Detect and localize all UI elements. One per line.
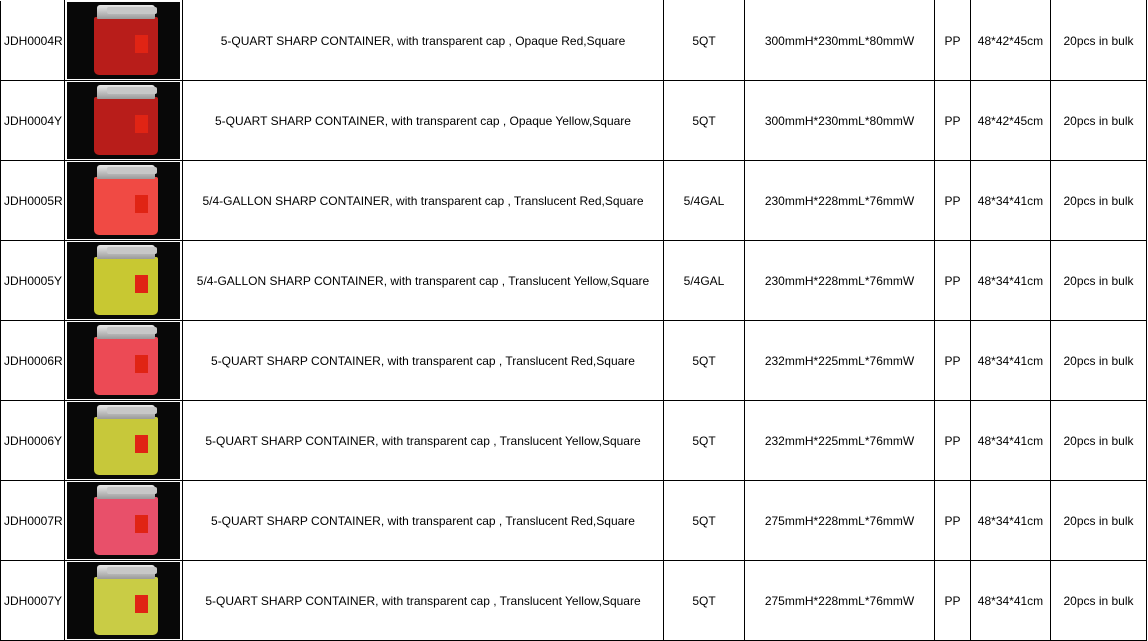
product-description: 5-QUART SHARP CONTAINER, with transparent cap , Translucent Yellow,Square (183, 401, 664, 481)
product-photo-cell (65, 561, 183, 641)
carton-size: 48*34*41cm (971, 321, 1051, 401)
biohazard-label-icon (135, 355, 148, 373)
product-description: 5-QUART SHARP CONTAINER, with transparent cap , Opaque Yellow,Square (183, 81, 664, 161)
red-sharps-container-photo (91, 325, 163, 397)
biohazard-label-icon (135, 195, 148, 213)
product-dimensions: 230mmH*228mmL*76mmW (745, 161, 935, 241)
product-description: 5-QUART SHARP CONTAINER, with transparent cap , Opaque Red,Square (183, 1, 664, 81)
packing-info: 20pcs in bulk (1051, 1, 1147, 81)
container-body (94, 497, 158, 555)
product-capacity: 5QT (664, 81, 745, 161)
yellow-sharps-container-photo (91, 245, 163, 317)
product-material: PP (935, 241, 971, 321)
table-row (1, 481, 1147, 561)
table-row (1, 241, 1147, 321)
product-photo-cell (65, 1, 183, 81)
container-cap (97, 565, 155, 579)
product-capacity: 5/4GAL (664, 161, 745, 241)
red-sharps-container-photo (91, 165, 163, 237)
container-body (94, 417, 158, 475)
product-photo-cell (65, 161, 183, 241)
product-dimensions: 300mmH*230mmL*80mmW (745, 1, 935, 81)
biohazard-label-icon (135, 35, 148, 53)
biohazard-label-icon (135, 595, 148, 613)
product-description: 5-QUART SHARP CONTAINER, with transparent cap , Translucent Red,Square (183, 481, 664, 561)
biohazard-label-icon (135, 515, 148, 533)
product-dimensions: 300mmH*230mmL*80mmW (745, 81, 935, 161)
product-description: 5/4-GALLON SHARP CONTAINER, with transparent cap , Translucent Red,Square (183, 161, 664, 241)
carton-size: 48*34*41cm (971, 561, 1051, 641)
product-photo-cell (65, 81, 183, 161)
packing-info: 20pcs in bulk (1051, 81, 1147, 161)
product-material: PP (935, 401, 971, 481)
yellow-sharps-container-photo (91, 565, 163, 637)
product-code: JDH0007Y (1, 561, 65, 641)
product-material: PP (935, 161, 971, 241)
product-capacity: 5QT (664, 481, 745, 561)
carton-size: 48*34*41cm (971, 401, 1051, 481)
biohazard-label-icon (135, 275, 148, 293)
product-dimensions: 275mmH*228mmL*76mmW (745, 561, 935, 641)
container-body (94, 17, 158, 75)
container-cap (97, 485, 155, 499)
carton-size: 48*34*41cm (971, 241, 1051, 321)
product-code: JDH0005Y (1, 241, 65, 321)
packing-info: 20pcs in bulk (1051, 401, 1147, 481)
red-sharps-container-photo (91, 85, 163, 157)
container-cap (97, 245, 155, 259)
product-code: JDH0006R (1, 321, 65, 401)
packing-info: 20pcs in bulk (1051, 321, 1147, 401)
packing-info: 20pcs in bulk (1051, 161, 1147, 241)
carton-size: 48*34*41cm (971, 481, 1051, 561)
table-row (1, 561, 1147, 641)
product-rows (1, 1, 1147, 641)
product-material: PP (935, 321, 971, 401)
container-cap (97, 5, 155, 19)
product-photo-cell (65, 481, 183, 561)
product-code: JDH0005R (1, 161, 65, 241)
product-capacity: 5/4GAL (664, 241, 745, 321)
product-description: 5/4-GALLON SHARP CONTAINER, with transparent cap , Translucent Yellow,Square (183, 241, 664, 321)
product-description: 5-QUART SHARP CONTAINER, with transparent cap , Translucent Red,Square (183, 321, 664, 401)
carton-size: 48*42*45cm (971, 81, 1051, 161)
product-code: JDH0004R (1, 1, 65, 81)
container-cap (97, 165, 155, 179)
product-capacity: 5QT (664, 561, 745, 641)
product-capacity: 5QT (664, 321, 745, 401)
biohazard-label-icon (135, 115, 148, 133)
carton-size: 48*42*45cm (971, 1, 1051, 81)
container-cap (97, 325, 155, 339)
product-description: 5-QUART SHARP CONTAINER, with transparent cap , Translucent Yellow,Square (183, 561, 664, 641)
product-code: JDH0004Y (1, 81, 65, 161)
container-body (94, 257, 158, 315)
product-dimensions: 230mmH*228mmL*76mmW (745, 241, 935, 321)
product-code: JDH0007R (1, 481, 65, 561)
container-cap (97, 85, 155, 99)
product-dimensions: 232mmH*225mmL*76mmW (745, 401, 935, 481)
biohazard-label-icon (135, 435, 148, 453)
product-capacity: 5QT (664, 1, 745, 81)
product-material: PP (935, 81, 971, 161)
yellow-sharps-container-photo (91, 405, 163, 477)
table-row (1, 161, 1147, 241)
product-photo-cell (65, 401, 183, 481)
carton-size: 48*34*41cm (971, 161, 1051, 241)
packing-info: 20pcs in bulk (1051, 481, 1147, 561)
packing-info: 20pcs in bulk (1051, 241, 1147, 321)
product-material: PP (935, 561, 971, 641)
product-material: PP (935, 481, 971, 561)
container-body (94, 97, 158, 155)
table-row (1, 321, 1147, 401)
product-dimensions: 275mmH*228mmL*76mmW (745, 481, 935, 561)
red-sharps-container-photo (91, 485, 163, 557)
container-body (94, 177, 158, 235)
product-dimensions: 232mmH*225mmL*76mmW (745, 321, 935, 401)
red-sharps-container-photo (91, 5, 163, 77)
product-material: PP (935, 1, 971, 81)
packing-info: 20pcs in bulk (1051, 561, 1147, 641)
container-body (94, 577, 158, 635)
table-row (1, 1, 1147, 81)
table-row (1, 401, 1147, 481)
table-row (1, 81, 1147, 161)
product-code: JDH0006Y (1, 401, 65, 481)
container-body (94, 337, 158, 395)
product-photo-cell (65, 321, 183, 401)
product-capacity: 5QT (664, 401, 745, 481)
product-photo-cell (65, 241, 183, 321)
container-cap (97, 405, 155, 419)
